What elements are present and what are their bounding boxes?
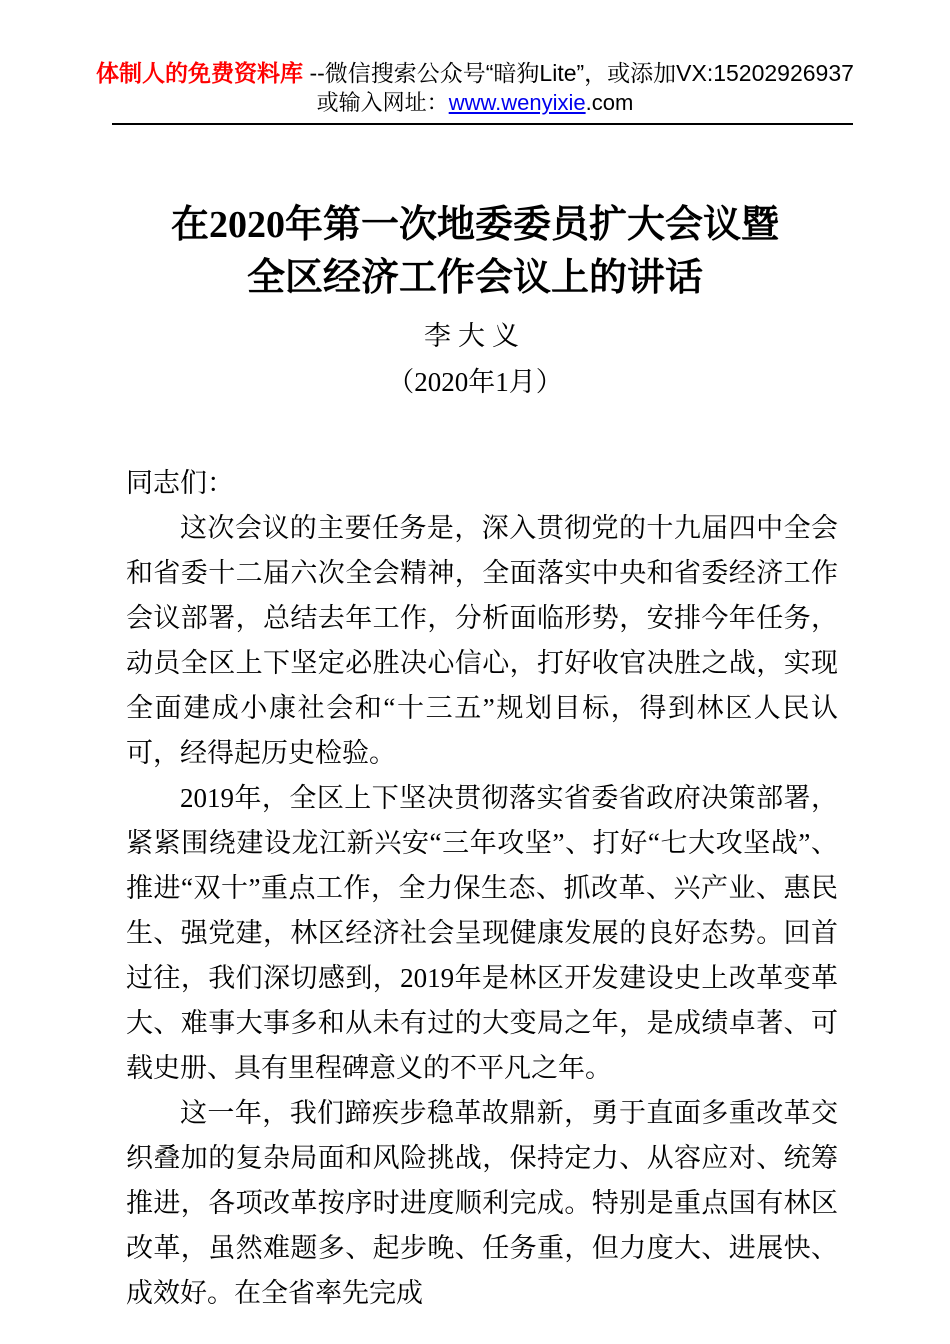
paragraph: 这一年，我们蹄疾步稳革故鼎新，勇于直面多重改革交织叠加的复杂局面和风险挑战，保持定力、从容应对、统筹推进，各项改革按序时进度顺利完成。特别是重点国有林区改革，虽然难题多、起步晚、任务重，但力度大、进展快、成效好。在全省率先完成 [126,1098,838,1308]
document-date: （2020年1月） [387,367,563,397]
website-link[interactable]: www.wenyixie [448,90,586,115]
brand-name: 体制人的免费资料库 [96,60,304,86]
website-prompt-label: 或输入网址： [316,90,449,115]
document-body [126,461,838,1316]
promo-header-line1 [0,58,950,88]
wechat-contact-info: --微信搜索公众号“暗狗Lite”，或添加VX:15202926937 [309,60,854,86]
document-title-line1: 在2020年第一次地委委员扩大会议暨 [170,204,779,246]
paragraph: 这次会议的主要任务是，深入贯彻党的十九届四中全会和省委十二届六次全会精神，全面落实中央和省委经济工作会议部署，总结去年工作，分析面临形势，安排今年任务，动员全区上下坚定必胜决心信心，打好收官决胜之战，实现全面建成小康社会和“十三五”规划目标，得到林区人民认可，经得起历史检验。 [126,513,838,768]
salutation: 同志们： [126,468,234,498]
promo-header [0,0,950,125]
promo-header-line2 [0,89,950,117]
paragraph: 2019年，全区上下坚决贯彻落实省委省政府决策部署，紧紧围绕建设龙江新兴安“三年攻坚”、打好“七大攻坚战”、推进“双十”重点工作，全力保生态、抓改革、兴产业、惠民生、强党建，林区经济社会呈现健康发展的良好态势。回首过往，我们深切感到，2019年是林区开发建设史上改革变革大、难事大事多和从未有过的大变局之年，是成绩卓著、可载史册、具有里程碑意义的不平凡之年。 [126,783,838,1083]
document-title-line2: 全区经济工作会议上的讲话 [246,257,703,299]
author-name: 李大义 [424,321,526,351]
document-title [0,199,950,305]
header-divider [112,123,853,125]
website-link-suffix: .com [585,90,634,115]
